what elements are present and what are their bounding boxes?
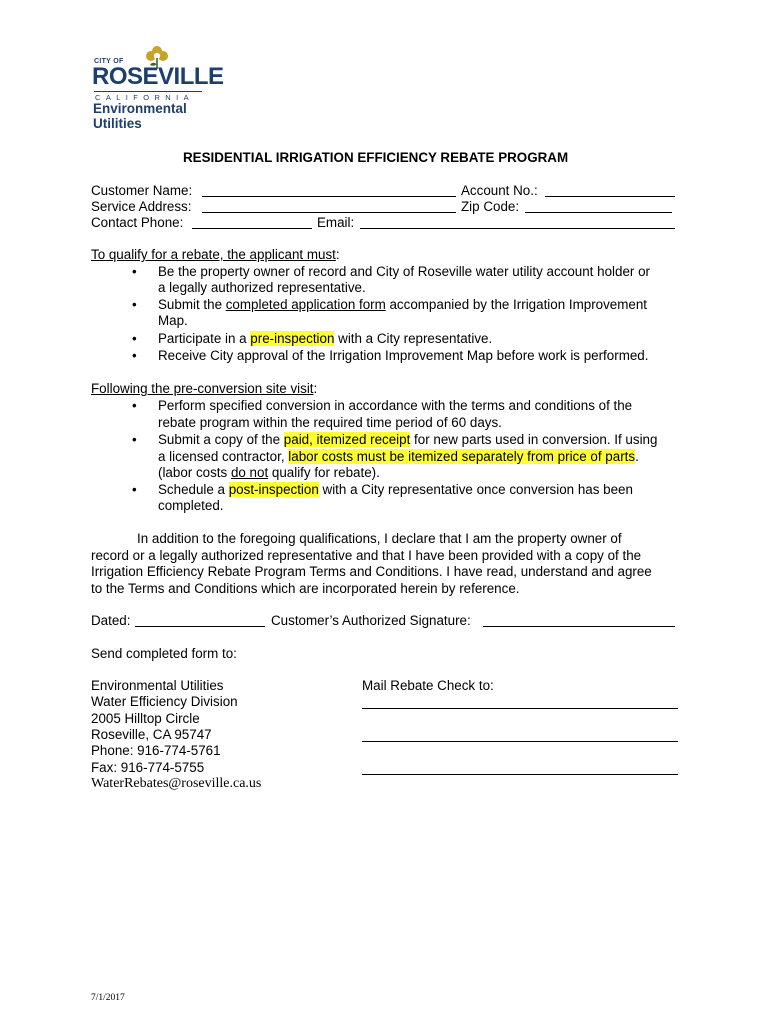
qualify-bullet-2-cont: Map. <box>158 313 188 328</box>
following-bullet-3 <box>158 482 633 497</box>
following-bullet-2 <box>158 432 657 447</box>
following-bullet-1: • Perform specified conversion in accordance with the terms and conditions of the <box>158 398 632 413</box>
declaration-line-3: Irrigation Efficiency Rebate Program Terms and Conditions. I have read, understand and agree <box>91 564 652 579</box>
following-b3-highlight: post-inspection <box>228 482 319 497</box>
qualify-bullet-2 <box>158 297 647 312</box>
logo-california: CALIFORNIA <box>95 93 195 102</box>
footer-date: 7/1/2017 <box>91 993 125 1003</box>
following-bullet-3-cont: completed. <box>158 498 224 513</box>
following-b2-l2-highlight: labor costs must be itemized separately from price of parts <box>288 449 636 464</box>
logo-roseville: ROSEVILLE <box>92 63 224 90</box>
service-address-field[interactable] <box>202 212 456 213</box>
send-address-1: Environmental Utilities <box>91 678 224 693</box>
qualify-b3-highlight: pre-inspection <box>250 331 335 346</box>
following-b2-l3-pre: (labor costs <box>158 465 231 480</box>
following-b2-l3-underline: do not <box>230 465 269 480</box>
send-fax: Fax: 916-774-5755 <box>91 760 205 775</box>
following-bullet-2-cont2 <box>158 465 380 480</box>
qualify-bullet-4: • Receive City approval of the Irrigation Improvement Map before work is performed. <box>158 348 648 363</box>
following-b2-l2-post: . <box>635 449 639 464</box>
customer-name-label: Customer Name: <box>91 183 193 198</box>
account-no-field[interactable] <box>545 196 675 197</box>
contact-phone-field[interactable] <box>192 228 312 229</box>
signature-label: Customer’s Authorized Signature: <box>271 613 471 628</box>
logo-utilities: Utilities <box>93 116 142 131</box>
declaration-line-4: to the Terms and Conditions which are incorporated herein by reference. <box>91 581 520 596</box>
mail-line-3[interactable] <box>362 774 678 775</box>
mail-heading: Mail Rebate Check to: <box>362 678 494 693</box>
qualify-heading <box>91 247 340 262</box>
logo-environmental: Environmental <box>93 101 187 116</box>
zip-code-label: Zip Code: <box>461 199 520 214</box>
signature-field[interactable] <box>483 626 675 627</box>
qualify-heading-text: To qualify for a rebate, the applicant must <box>91 247 336 262</box>
following-heading-text: Following the pre-conversion site visit <box>91 381 314 396</box>
following-b2-l2-pre: a licensed contractor, <box>158 449 289 464</box>
email-field[interactable] <box>360 228 675 229</box>
mail-line-2[interactable] <box>362 741 678 742</box>
contact-phone-label: Contact Phone: <box>91 215 184 230</box>
send-email: WaterRebates@roseville.ca.us <box>91 776 262 791</box>
following-b2-pre: Submit a copy of the <box>158 432 284 447</box>
following-bullet-2-cont <box>158 449 639 464</box>
logo-city-of: CITY OF <box>94 58 124 65</box>
service-address-label: Service Address: <box>91 199 192 214</box>
send-heading: Send completed form to: <box>91 646 237 661</box>
qualify-b2-post: accompanied by the Irrigation Improvement <box>385 297 648 312</box>
following-b2-post: for new parts used in conversion. If using <box>410 432 658 447</box>
declaration-line-1: In addition to the foregoing qualifications, I declare that I am the property owner of <box>137 531 622 546</box>
following-heading <box>91 381 317 396</box>
following-b2-l3-post: qualify for rebate). <box>268 465 380 480</box>
following-b2-highlight: paid, itemized receipt <box>283 432 411 447</box>
dated-field[interactable] <box>135 626 265 627</box>
following-bullet-1-cont: rebate program within the required time period of 60 days. <box>158 415 502 430</box>
send-phone: Phone: 916-774-5761 <box>91 743 221 758</box>
declaration-line-2: record or a legally authorized representative and that I have been provided with a copy of the <box>91 548 642 563</box>
customer-name-field[interactable] <box>202 196 456 197</box>
logo-rule <box>94 91 202 92</box>
qualify-b3-pre: Participate in a <box>158 331 251 346</box>
following-b3-post: with a City representative once conversion has been <box>318 482 633 497</box>
send-address-2: Water Efficiency Division <box>91 694 238 709</box>
following-heading-colon: : <box>313 381 318 396</box>
email-label: Email: <box>317 215 355 230</box>
dated-label: Dated: <box>91 613 131 628</box>
qualify-heading-colon: : <box>335 247 340 262</box>
qualify-bullet-1-cont: a legally authorized representative. <box>158 280 366 295</box>
qualify-b2-underline: completed application form <box>225 297 386 312</box>
account-no-label: Account No.: <box>461 183 538 198</box>
qualify-bullet-3 <box>158 331 492 346</box>
send-address-4: Roseville, CA 95747 <box>91 727 212 742</box>
send-address-3: 2005 Hilltop Circle <box>91 711 200 726</box>
qualify-bullet-1: • Be the property owner of record and City of Roseville water utility account holder or <box>158 264 650 279</box>
mail-line-1[interactable] <box>362 708 678 709</box>
following-b3-pre: Schedule a <box>158 482 229 497</box>
qualify-b2-pre: Submit the <box>158 297 226 312</box>
zip-code-field[interactable] <box>525 212 672 213</box>
qualify-b3-post: with a City representative. <box>334 331 493 346</box>
page-title: RESIDENTIAL IRRIGATION EFFICIENCY REBATE PROGRAM <box>183 150 569 165</box>
